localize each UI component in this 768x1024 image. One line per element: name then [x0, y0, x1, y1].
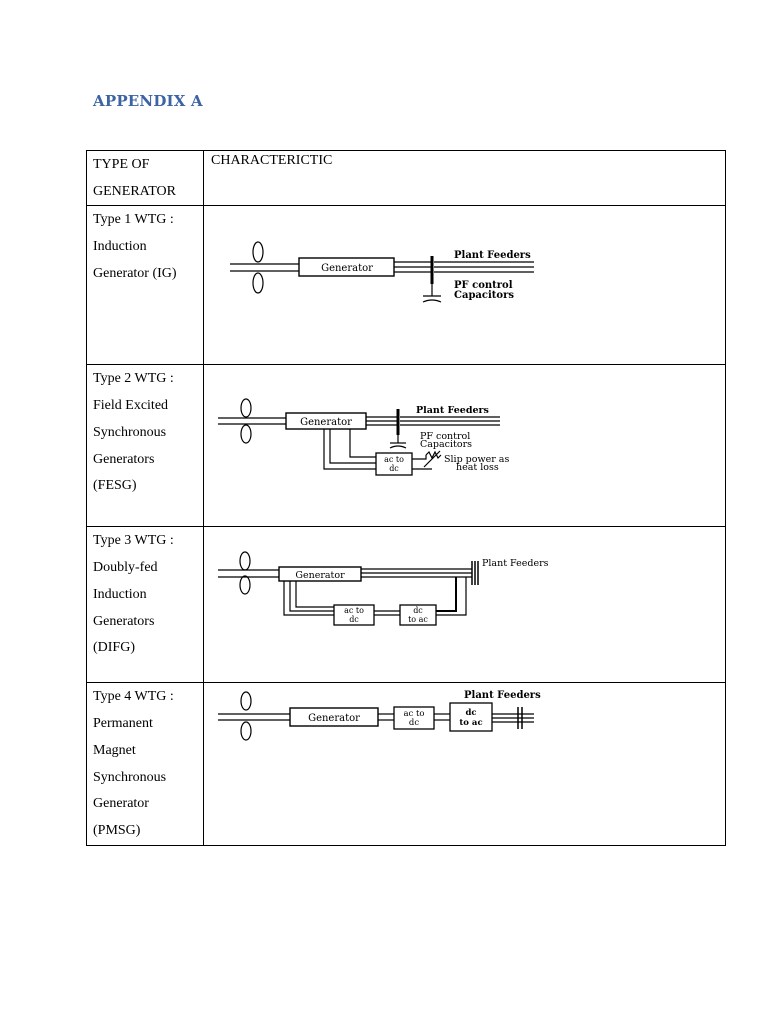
slip-power-label: Slip power as	[444, 454, 510, 466]
type-line: Generator	[93, 796, 149, 812]
type-line: Type 1 WTG :	[93, 212, 174, 228]
table-row-type1	[87, 206, 726, 365]
conv2-top-label: dc	[413, 606, 423, 616]
pf-control-label: PF control	[420, 431, 471, 443]
header-characteristic: CHARACTERICTIC	[204, 151, 726, 206]
header-type-line: TYPE OF	[93, 157, 150, 172]
type3-cell	[87, 527, 204, 683]
table-row-type3	[87, 527, 726, 683]
type-line: Type 4 WTG :	[93, 689, 174, 705]
type-line: Doubly-fed	[93, 560, 158, 576]
conv2-top-label: dc	[465, 708, 477, 719]
converter-bottom-label: dc	[389, 464, 399, 474]
converter-top-label: ac to	[384, 455, 404, 465]
plant-feeders-label: Plant Feeders	[482, 558, 549, 570]
type2-cell	[87, 365, 204, 527]
type-line: Generator (IG)	[93, 265, 177, 281]
type-line: Field Excited	[93, 398, 169, 414]
type-line: Synchronous	[93, 769, 167, 785]
conv1-bottom-label: dc	[408, 718, 420, 729]
type1-diagram	[204, 206, 732, 364]
type-line: Permanent	[93, 716, 153, 732]
conv2-bottom-label: to ac	[459, 718, 483, 729]
generator-label: Generator	[295, 570, 345, 582]
conv1-top-label: ac to	[344, 606, 364, 616]
type-line: Induction	[93, 239, 147, 255]
header-type-line: GENERATOR	[93, 183, 176, 199]
type2-diagram	[204, 365, 732, 526]
type-line: Type 2 WTG :	[93, 371, 174, 387]
type-line: Synchronous	[93, 424, 167, 440]
type-line: (PMSG)	[93, 822, 141, 838]
appendix-title: APPENDIX A	[93, 92, 203, 110]
table-header-row	[87, 151, 726, 206]
type-line: (FESG)	[93, 478, 137, 494]
plant-feeders-label: Plant Feeders	[464, 690, 541, 702]
type1-diagram-cell	[204, 206, 726, 365]
type3-diagram	[204, 527, 732, 682]
heat-loss-label: heat loss	[456, 462, 499, 474]
type1-cell	[87, 206, 204, 365]
type-line: Generators	[93, 613, 155, 629]
type3-diagram-cell	[204, 527, 726, 683]
type-line: Generators	[93, 451, 155, 467]
type-line: Magnet	[93, 742, 136, 758]
header-type-cell	[87, 151, 204, 206]
generator-types-table	[86, 150, 726, 846]
capacitors-label: Capacitors	[420, 439, 472, 451]
table-row-type2	[87, 365, 726, 527]
generator-label: Generator	[308, 713, 360, 725]
type-line: Type 3 WTG :	[93, 533, 174, 549]
conv1-top-label: ac to	[403, 709, 425, 720]
pf-control-label: PF control	[454, 280, 513, 292]
conv1-bottom-label: dc	[349, 615, 359, 625]
type2-diagram-cell	[204, 365, 726, 527]
table-row-type4	[87, 683, 726, 845]
conv2-bottom-label: to ac	[408, 615, 428, 625]
generator-label: Generator	[321, 263, 373, 275]
type-line: (DIFG)	[93, 640, 135, 656]
plant-feeders-label: Plant Feeders	[454, 250, 531, 262]
type4-cell	[87, 683, 204, 845]
capacitors-label: Capacitors	[454, 290, 514, 302]
type4-diagram	[204, 683, 732, 842]
generator-label: Generator	[300, 417, 352, 429]
plant-feeders-label: Plant Feeders	[416, 405, 489, 417]
type-line: Induction	[93, 586, 147, 602]
type4-diagram-cell	[204, 683, 726, 845]
